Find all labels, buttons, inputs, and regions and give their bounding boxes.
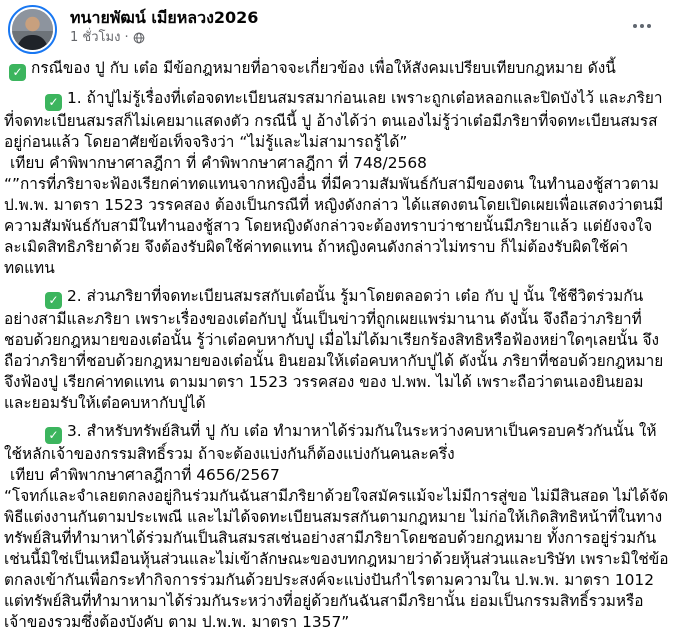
post-timestamp[interactable]: 1 ชั่วโมง bbox=[70, 30, 121, 45]
more-options-button[interactable] bbox=[629, 18, 655, 34]
post-paragraph bbox=[4, 58, 671, 81]
header-text bbox=[70, 5, 258, 46]
paragraph-text: “โจทก์และจำเลยตกลงอยู่กินร่วมกันฉันสามีภริยาด้วยใจสมัครแม้จะไม่มีการสู่ขอ ไม่มีสินสอด ไม่ได้จัดพิธีแต่งงานกันตามประเพณี และไม่ได้จดทะเบียนสมรสกันตามกฎหมาย ไม่ก่อให้เกิดสิทธิหน้าที่ในทางทรัพย์สินที่ทำมาหาได้ร่วมกันเป็นสินสมรสเช่นอย่างสามีภริยาโดยชอบด้วยกฎหมาย ทั้งการอยู่ร่วมกันเช่นนี้มิใช่เป็นเหมือนหุ้นส่วนและไม่เข้าลักษณะของบทกฎหมายว่าด้วยหุ้นส่วนและบริษัท เพราะมิใช่ข้อตกลงเข้ากันเพื่อกระทำกิจการร่วมกันด้วยประสงค์จะแบ่งปันกำไรตามความใน ป.พ.พ. มาตรา 1012 แต่ทรัพย์สินที่ทำมาหามาได้ร่วมกันระหว่างที่อยู่ด้วยกันฉันสามีภริยานั้น ย่อมเป็นกรรมสิทธิ์รวมหรือเจ้าของรวมซึ่งต้องบังคับ ตาม ป.พ.พ. มาตรา 1357” bbox=[4, 487, 669, 631]
paragraph-text: 1. ถ้าปูไม่รู้เรื่องที่เต๋อจดทะเบียนสมรสมาก่อนเลย เพราะถูกเต๋อหลอกและปิดบังไว้ และภริยาที่จดทะเบียนสมรสก็ไม่เคยมาแสดงตัว กรณีนี้ ปู อ้างได้ว่า ตนเองไม่รู้ว่าเต๋อมีภริยาที่จดทะเบียนสมรสอยู่ก่อนแล้ว โดยอาศัยข้อเท็จจริงว่า “ไม่รู้และไม่สามารถรู้ได้” bbox=[4, 89, 663, 151]
post-paragraph bbox=[4, 486, 671, 633]
post-paragraph bbox=[4, 88, 671, 153]
post-paragraph bbox=[4, 174, 671, 279]
globe-public-icon bbox=[133, 32, 145, 44]
post-paragraph bbox=[4, 286, 671, 414]
post-content bbox=[0, 52, 675, 633]
avatar[interactable] bbox=[8, 5, 57, 54]
meta-separator: · bbox=[124, 30, 129, 45]
paragraph-text: กรณีของ ปู กับ เต๋อ มีข้อกฎหมายที่อาจจะเกี่ยวข้อง เพื่อให้สังคมเปรียบเทียบกฎหมาย ดังนี้ bbox=[31, 59, 616, 77]
paragraph-text: เทียบ คำพิพากษาศาลฎีกาที่ 4656/2567 bbox=[10, 466, 280, 484]
post-meta bbox=[70, 30, 258, 46]
paragraph-text: 3. สำหรับทรัพย์สินที่ ปู กับ เต๋อ ทำมาหาได้ร่วมกันในระหว่างคบหาเป็นครอบครัวกันนั้น ให้ใช้หลักเจ้าของกรรมสิทธิ์รวม ถ้าจะต้องแบ่งกันก็ต้องแบ่งกันคนละครึ่ง bbox=[4, 422, 657, 463]
profile-photo-icon bbox=[12, 9, 53, 50]
post-paragraph bbox=[4, 153, 671, 174]
paragraph-text: “”การที่ภริยาจะฟ้องเรียกค่าทดแทนจากหญิงอื่น ที่มีความสัมพันธ์กับสามีของตน ในทำนองชู้สาวตาม ป.พ.พ. มาตรา 1523 วรรคสอง ต้องเป็นกรณีที่ หญิงดังกล่าว ได้แสดงตนโดยเปิดเผยเพื่อแสดงว่าตนมีความสัมพันธ์กับสามีในทำนองชู้สาว โดยหญิงดังกล่าวจะต้องทราบว่าชายนั้นมีภริยาแล้ว แต่ยังจงใจละเมิดสิทธิภริยาด้วย จึงต้องรับผิดใช้ค่าทดแทน ถ้าหญิงคนดังกล่าวไม่ทราบ ก็ไม่ต้องรับผิดใช้ค่าทดแทน bbox=[4, 175, 664, 277]
post-paragraph bbox=[4, 465, 671, 486]
paragraph-text: 2. ส่วนภริยาที่จดทะเบียนสมรสกับเต๋อนั้น รู้มาโดยตลอดว่า เต๋อ กับ ปู นั้น ใช้ชีวิตร่วมกันอย่างสามีและภริยา เพราะเรื่องของเต๋อกับปู นั้นเป็นข่าวที่ถูกเผยแพร่มานาน ดังนั้น จึงถือว่าภริยาที่ชอบด้วยกฎหมายของเต๋อนั้น รู้ว่าเต๋อคบหากับปู เมื่อไม่ได้มาเรียกร้องสิทธิหรือฟ้องหย่าใดๆเลยนั้น จึงถือว่าภริยาที่ชอบด้วยกฎหมายของเต๋อนั้น ยินยอมให้เต๋อคบหากับปูได้ ดังนั้น ภริยาที่ชอบด้วยกฎหมาย จึงฟ้องปู เรียกค่าทดแทน ตามมาตรา 1523 วรรคสอง ของ ป.พพ. ไมได้ เพราะถือว่าตนเองยินยอมและยอมรับให้เต๋อคบหากับปูได้ bbox=[4, 287, 664, 412]
check-icon: ✓ bbox=[45, 292, 62, 309]
check-icon: ✓ bbox=[9, 64, 26, 81]
check-icon: ✓ bbox=[45, 94, 62, 111]
paragraph-text: เทียบ คำพิพากษาศาลฎีกา ที่ คำพิพากษาศาลฎีกา ที่ 748/2568 bbox=[10, 154, 427, 172]
post-header bbox=[0, 0, 675, 52]
post-paragraph bbox=[4, 421, 671, 465]
author-name[interactable]: ทนายพัฒน์ เมียหลวง2026 bbox=[70, 8, 259, 27]
check-icon: ✓ bbox=[45, 427, 62, 444]
